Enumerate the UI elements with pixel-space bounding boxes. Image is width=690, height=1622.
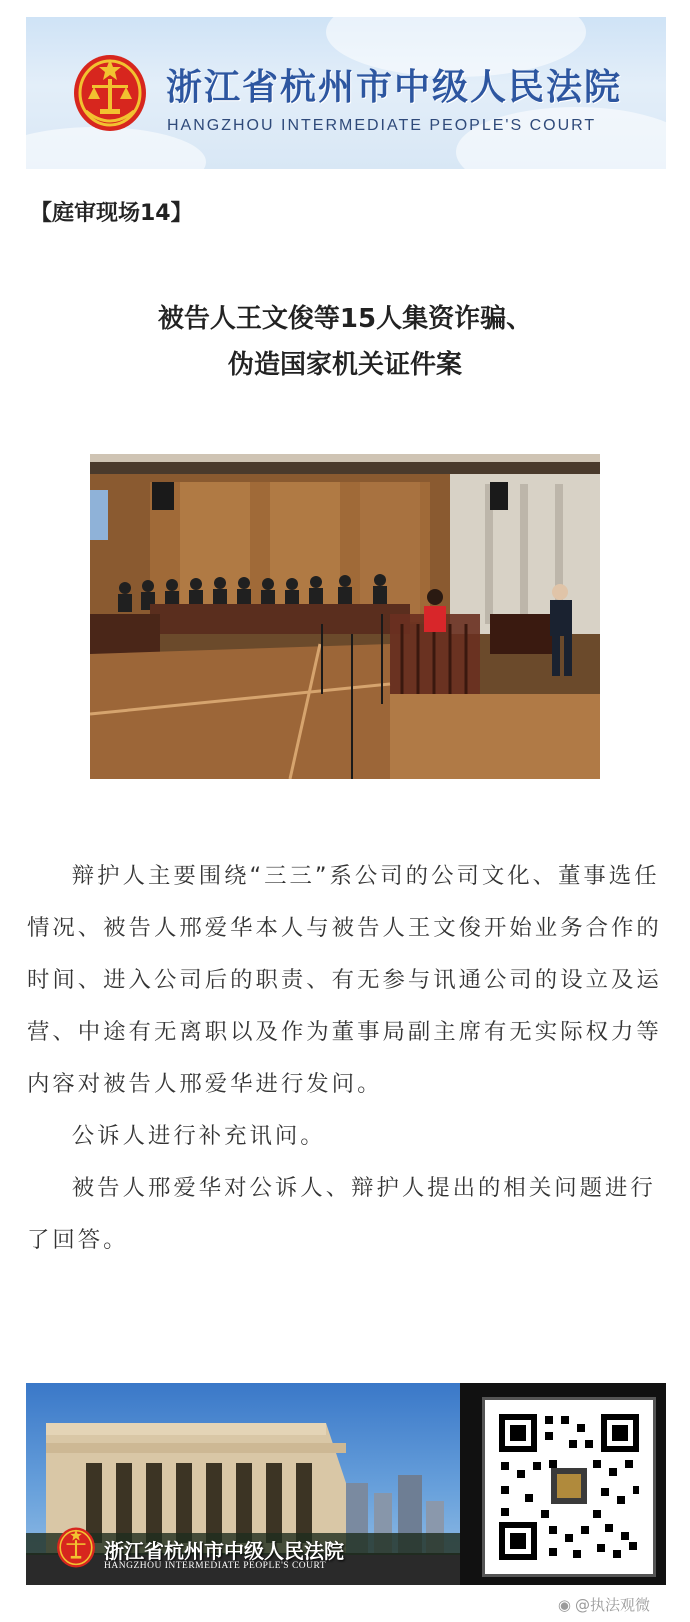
section-tag: 【庭审现场14】 [30, 201, 193, 226]
watermark [558, 1594, 650, 1615]
article-paragraph: 被告人邢爱华对公诉人、辩护人提出的相关问题进行了回答。 [27, 1175, 656, 1253]
court-emblem-icon [72, 51, 148, 133]
header-banner [26, 17, 666, 169]
article-body [27, 850, 663, 1266]
article-paragraph: 辩护人主要围绕“三三”系公司的公司文化、董事选任情况、被告人邢爱华本人与被告人王文俊开始业务合作的时间、进入公司后的职责、有无参与讯通公司的设立及运营、中途有无离职以及作为董事局副主席有无实际权力等内容对被告人邢爱华进行发问。 [27, 863, 662, 1097]
article-title-line-1: 被告人王文俊等15人集资诈骗、 [157, 304, 533, 334]
qr-code-icon[interactable] [482, 1397, 656, 1577]
court-name-cn: 浙江省杭州市中级人民法院 [166, 66, 623, 108]
courtroom-photo [90, 454, 600, 779]
weibo-icon: ◉ [557, 1596, 571, 1614]
court-building-photo [26, 1383, 460, 1585]
watermark-text: @执法观微 [574, 1596, 650, 1614]
footer-banner [26, 1383, 666, 1585]
footer-court-name-cn: 浙江省杭州市中级人民法院 [104, 1539, 344, 1563]
court-name-en: HANGZHOU INTERMEDIATE PEOPLE'S COURT [167, 117, 597, 134]
article-title-line-2: 伪造国家机关证件案 [227, 350, 462, 380]
footer-court-name-en: HANGZHOU INTERMEDIATE PEOPLE'S COURT [104, 1561, 327, 1571]
court-emblem-icon [56, 1525, 96, 1569]
article-paragraph: 公诉人进行补充讯问。 [71, 1123, 326, 1149]
article-title [0, 296, 690, 388]
